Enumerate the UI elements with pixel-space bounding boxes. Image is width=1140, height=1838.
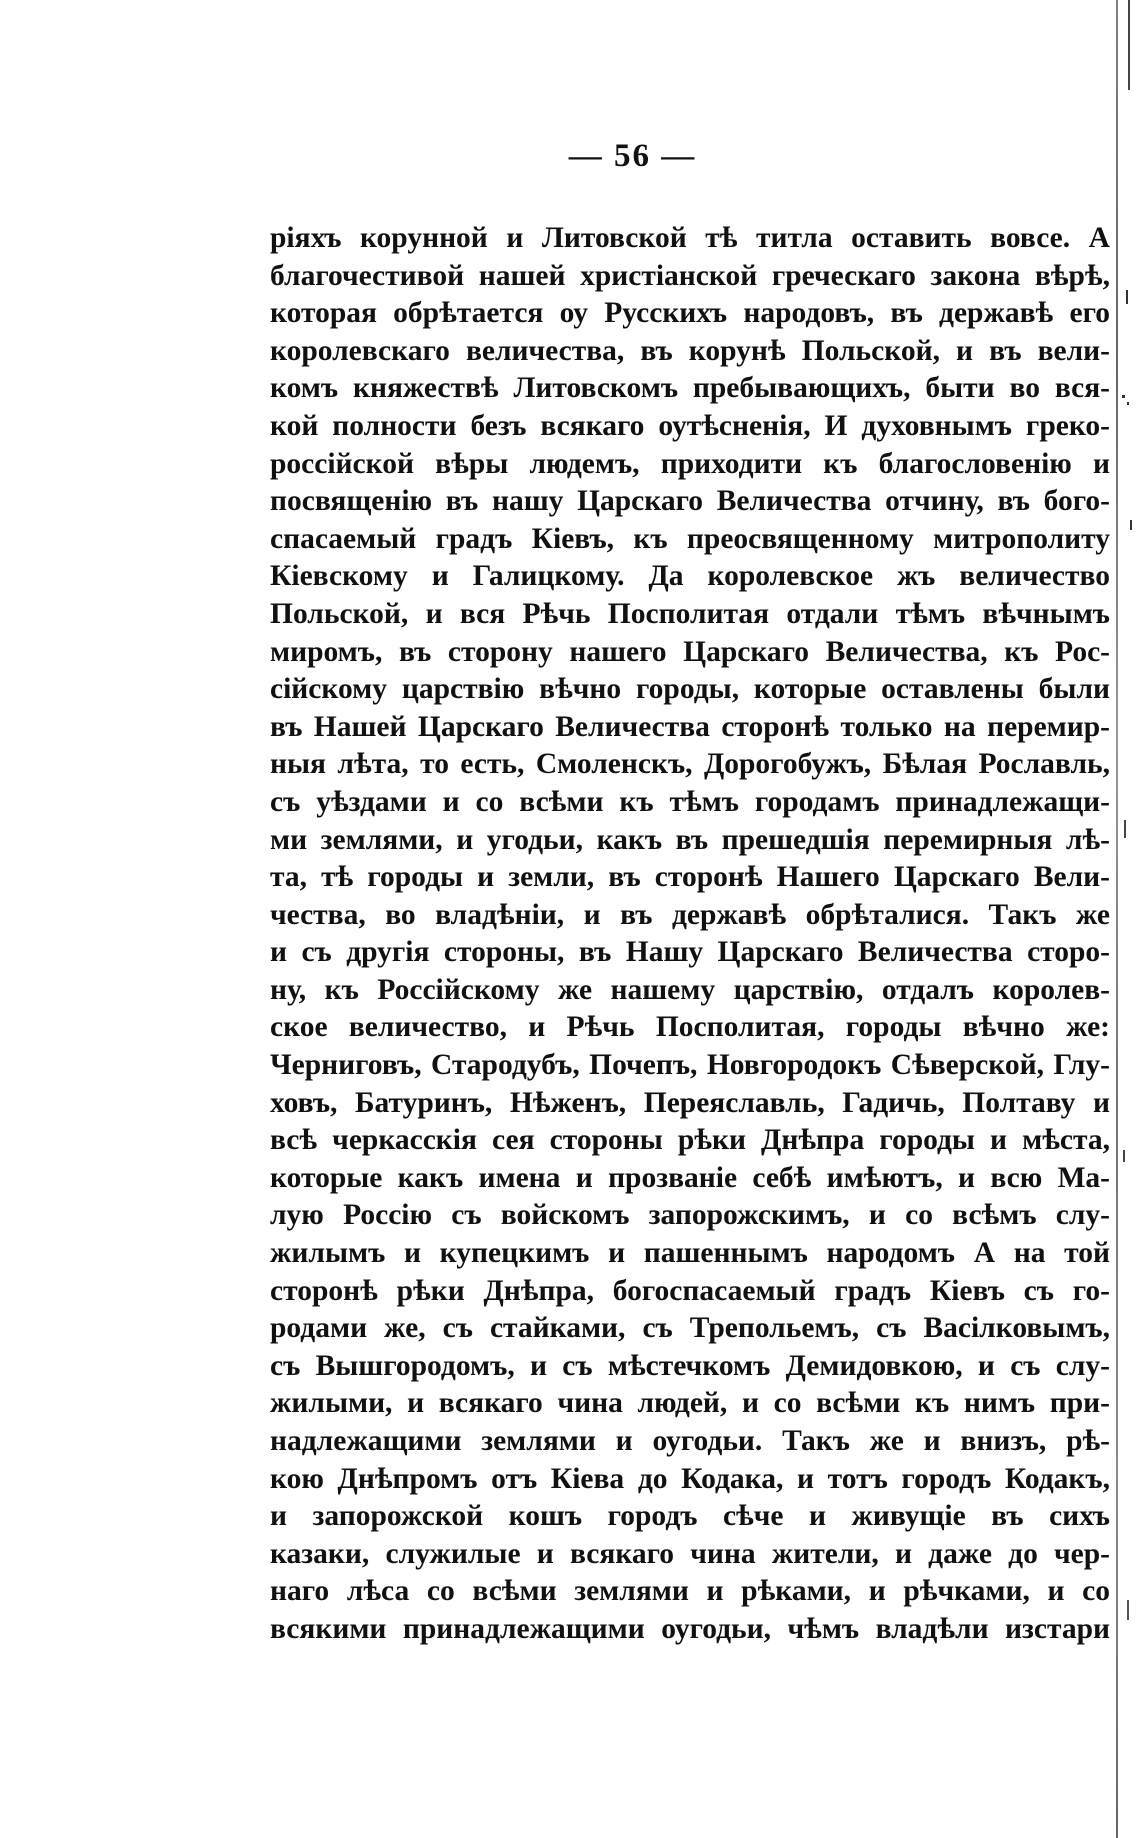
text-line: ну, къ Россійскому же нашему царствію, отдалъ королев- [270,973,1110,1006]
text-line: комъ княжествѣ Литовскомъ пребывающихъ, быти во вся- [270,372,1110,405]
text-line: родами же, съ стайками, съ Трепольемъ, съ Васілковымъ, [270,1312,1110,1345]
text-line: ныя лѣта, то есть, Смоленскъ, Дорогобужъ, Бѣлая Рославль, [270,748,1110,781]
text-line: которые какъ имена и прозваніе себѣ имѣютъ, и всю Ма- [270,1161,1110,1194]
text-line: казаки, служилые и всякаго чина жители, и даже до чер- [270,1537,1110,1570]
text-line: благочестивой нашей христіанской греческаго закона вѣрѣ, [270,259,1110,292]
text-line: Черниговъ, Стародубъ, Почепъ, Новгородокъ Сѣверской, Глу- [270,1049,1110,1082]
text-line: ріяхъ корунной и Литовской тѣ титла оставить вовсе. А [270,222,1110,254]
text-line: спасаемый градъ Кіевъ, къ преосвященному митрополиту [270,522,1110,555]
text-line: лую Россію съ войскомъ запорожскимъ, и со всѣмъ слу- [270,1199,1110,1232]
text-line: наго лѣса со всѣми землями и рѣками, и рѣчками, и со [270,1575,1110,1608]
text-line: которая обрѣтается оу Русскихъ народовъ, въ державѣ его [270,297,1110,330]
text-line: надлежащими землями и оугодьи. Такъ же и внизъ, рѣ- [270,1425,1110,1457]
text-line: сійскому царствію вѣчно городы, которые оставлены были [270,673,1110,706]
text-line: миромъ, въ сторону нашего Царскаго Величества, къ Рос- [270,635,1110,668]
page-binding-edge [1116,0,1118,1838]
text-line: ское величество, и Рѣчь Посполитая, городы вѣчно же: [270,1011,1110,1044]
text-line: съ Вышгородомъ, и съ мѣстечкомъ Демидовкою, и съ слу- [270,1349,1110,1382]
text-line: съ уѣздами и со всѣми къ тѣмъ городамъ принадлежащи- [270,785,1110,818]
page-number: — 56 — [568,138,697,174]
text-line: королевскаго величества, въ корунѣ Польской, и въ вели- [270,334,1110,367]
text-line: сторонѣ рѣки Днѣпра, богоспасаемый градъ Кіевъ съ го- [270,1274,1110,1307]
text-line: Кіевскому и Галицкому. Да королевское жъ величество [270,560,1110,593]
text-line: и съ другія стороны, въ Нашу Царскаго Величества сторо- [270,936,1110,969]
text-line: въ Нашей Царскаго Величества сторонѣ только на перемир- [270,710,1110,743]
text-line: Польской, и вся Рѣчь Посполитая отдали тѣмъ вѣчнымъ [270,597,1110,630]
text-line: ми землями, и угодьи, какъ въ прешедшія перемирныя лѣ- [270,823,1110,856]
text-line: та, тѣ городы и земли, въ сторонѣ Нашего Царскаго Вели- [270,861,1110,894]
text-line: и запорожской кошъ городъ сѣче и живущіе въ сихъ [270,1500,1110,1533]
text-line: россійской вѣры людемъ, приходити къ благословенію и [270,447,1110,480]
text-line: кою Днѣпромъ отъ Кіева до Кодака, и тотъ городъ Кодакъ, [270,1462,1110,1495]
text-line: ховъ, Батуринъ, Нѣженъ, Переяславль, Гадичь, Полтаву и [270,1086,1110,1119]
text-line: кой полности безъ всякаго оутѣсненія, И духовнымъ греко- [270,409,1110,442]
text-line: чества, во владѣніи, и въ державѣ обрѣталися. Такъ же [270,898,1110,931]
text-line: жилыми, и всякаго чина людей, и со всѣми къ нимъ при- [270,1387,1110,1420]
scan-edge-specks [1118,0,1140,1838]
body-text [270,220,1110,1649]
text-line: жилымъ и купецкимъ и пашеннымъ народомъ А на той [270,1237,1110,1270]
text-line: всякими принадлежащими оугодьи, чѣмъ владѣли изстари [270,1612,1110,1645]
text-line: всѣ черкасскія сея стороны рѣки Днѣпра городы и мѣста, [270,1124,1110,1157]
text-line: посвященію въ нашу Царскаго Величества отчину, въ бого- [270,485,1110,518]
